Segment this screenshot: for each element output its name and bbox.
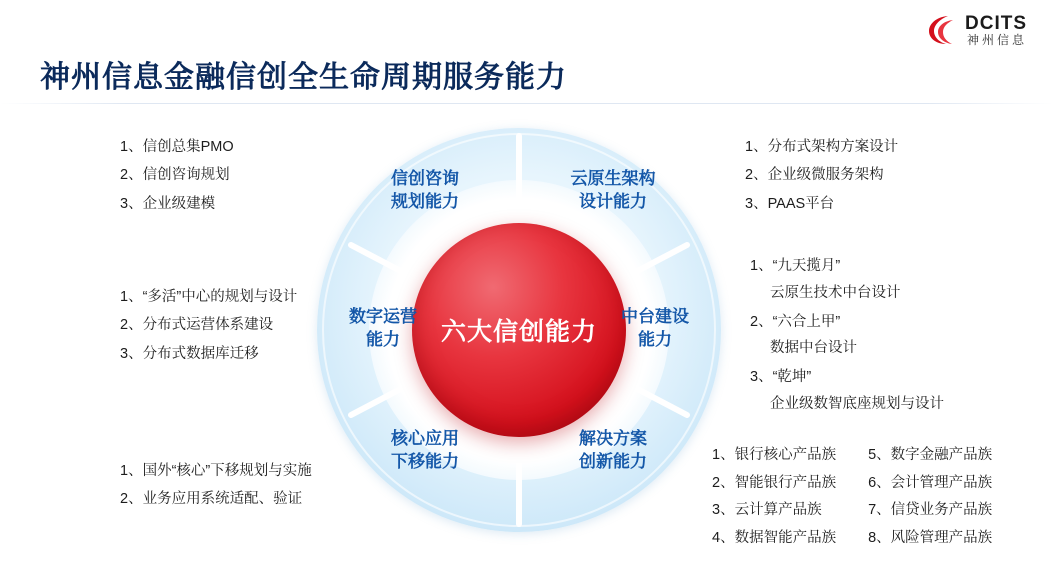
- panel-bottom-left-line-2: 2、业务应用系统适配、验证: [120, 491, 303, 508]
- panel-bottom-right-c2-line-4: 8、风险管理产品族: [868, 529, 993, 546]
- panel-middle-right-item-3-sub: 企业级数智底座规划与设计: [770, 396, 944, 413]
- panel-middle-right-item-2: [750, 309, 944, 363]
- brand-name-en: DCITS: [965, 13, 1027, 34]
- dcits-swirl-logo-icon: [927, 14, 957, 46]
- segment-mid-platform-line2: 能力: [638, 329, 672, 349]
- segment-digital-operation-line2: 能力: [366, 329, 400, 349]
- segment-solution-innovation[interactable]: [533, 428, 693, 474]
- panel-bottom-right-c2-line-2: 6、会计管理产品族: [868, 474, 993, 491]
- panel-middle-left: [120, 283, 297, 368]
- panel-middle-left-line-3: 3、分布式数据库迁移: [120, 345, 259, 362]
- panel-middle-right: [750, 253, 944, 420]
- panel-bottom-right-column-2: [868, 442, 992, 552]
- donut-core-label: 六大信创能力: [440, 318, 597, 346]
- segment-cloud-native-line2: 设计能力: [579, 191, 647, 211]
- segment-core-app-downshift-line1: 核心应用: [391, 429, 459, 448]
- panel-bottom-right-c1-line-4: 4、数据智能产品族: [712, 529, 837, 546]
- segment-consulting-line1: 信创咨询: [391, 169, 459, 188]
- segment-core-app-downshift-line2: 下移能力: [391, 451, 459, 471]
- panel-middle-left-line-2: 2、分布式运营体系建设: [120, 317, 274, 334]
- brand-name-cn: 神州信息: [966, 32, 1027, 47]
- panel-bottom-right-c1-line-3: 3、云计算产品族: [712, 502, 822, 519]
- panel-middle-left-line-1: 1、“多活”中心的规划与设计: [120, 289, 298, 305]
- segment-mid-platform[interactable]: [595, 306, 715, 352]
- panel-top-right-line-2: 2、企业级微服务架构: [745, 167, 884, 184]
- segment-consulting[interactable]: [345, 168, 505, 214]
- panel-bottom-left: [120, 457, 312, 514]
- panel-bottom-right-c2-line-3: 7、信贷业务产品族: [868, 502, 993, 519]
- panel-bottom-right-c2-line-1: 5、数字金融产品族: [868, 447, 993, 463]
- segment-cloud-native[interactable]: [533, 168, 693, 214]
- panel-bottom-left-line-1: 1、国外“核心”下移规划与实施: [120, 463, 312, 479]
- segment-core-app-downshift[interactable]: [345, 428, 505, 474]
- donut-core: [412, 223, 626, 437]
- panel-middle-right-item-2-title: 2、“六合上甲”: [750, 313, 841, 330]
- panel-middle-right-item-2-sub: 数据中台设计: [770, 340, 857, 357]
- panel-bottom-right-c1-line-2: 2、智能银行产品族: [712, 474, 837, 491]
- panel-bottom-right-c1-line-1: 1、银行核心产品族: [712, 447, 837, 463]
- segment-solution-innovation-line2: 创新能力: [579, 451, 647, 471]
- panel-top-right-line-1: 1、分布式架构方案设计: [745, 139, 899, 155]
- panel-middle-right-item-1-sub: 云原生技术中台设计: [770, 284, 901, 301]
- panel-middle-right-item-3-title: 3、“乾坤”: [750, 369, 812, 386]
- panel-bottom-right-column-1: [712, 442, 836, 552]
- brand-logo-text: [965, 14, 1027, 47]
- panel-bottom-right: [712, 442, 992, 552]
- panel-top-left-line-2: 2、信创咨询规划: [120, 167, 230, 184]
- brand-logo: [927, 14, 1027, 47]
- panel-middle-right-item-3: [750, 364, 944, 418]
- panel-top-right-line-3: 3、PAAS平台: [745, 195, 835, 212]
- panel-top-right: [745, 133, 898, 218]
- segment-digital-operation-line1: 数字运营: [349, 307, 417, 326]
- segment-solution-innovation-line1: 解决方案: [579, 429, 647, 448]
- title-divider: [0, 103, 1053, 104]
- panel-top-left: [120, 133, 234, 218]
- segment-consulting-line2: 规划能力: [391, 191, 459, 211]
- panel-middle-right-item-1: [750, 253, 944, 307]
- segment-cloud-native-line1: 云原生架构: [570, 169, 656, 188]
- capability-donut-diagram: [317, 128, 721, 532]
- panel-middle-right-item-1-title: 1、“九天揽月”: [750, 258, 841, 274]
- page-title: 神州信息金融信创全生命周期服务能力: [40, 61, 567, 94]
- segment-digital-operation[interactable]: [323, 306, 443, 352]
- panel-top-left-line-3: 3、企业级建模: [120, 195, 216, 212]
- panel-top-left-line-1: 1、信创总集PMO: [120, 139, 234, 155]
- segment-mid-platform-line1: 中台建设: [621, 307, 689, 326]
